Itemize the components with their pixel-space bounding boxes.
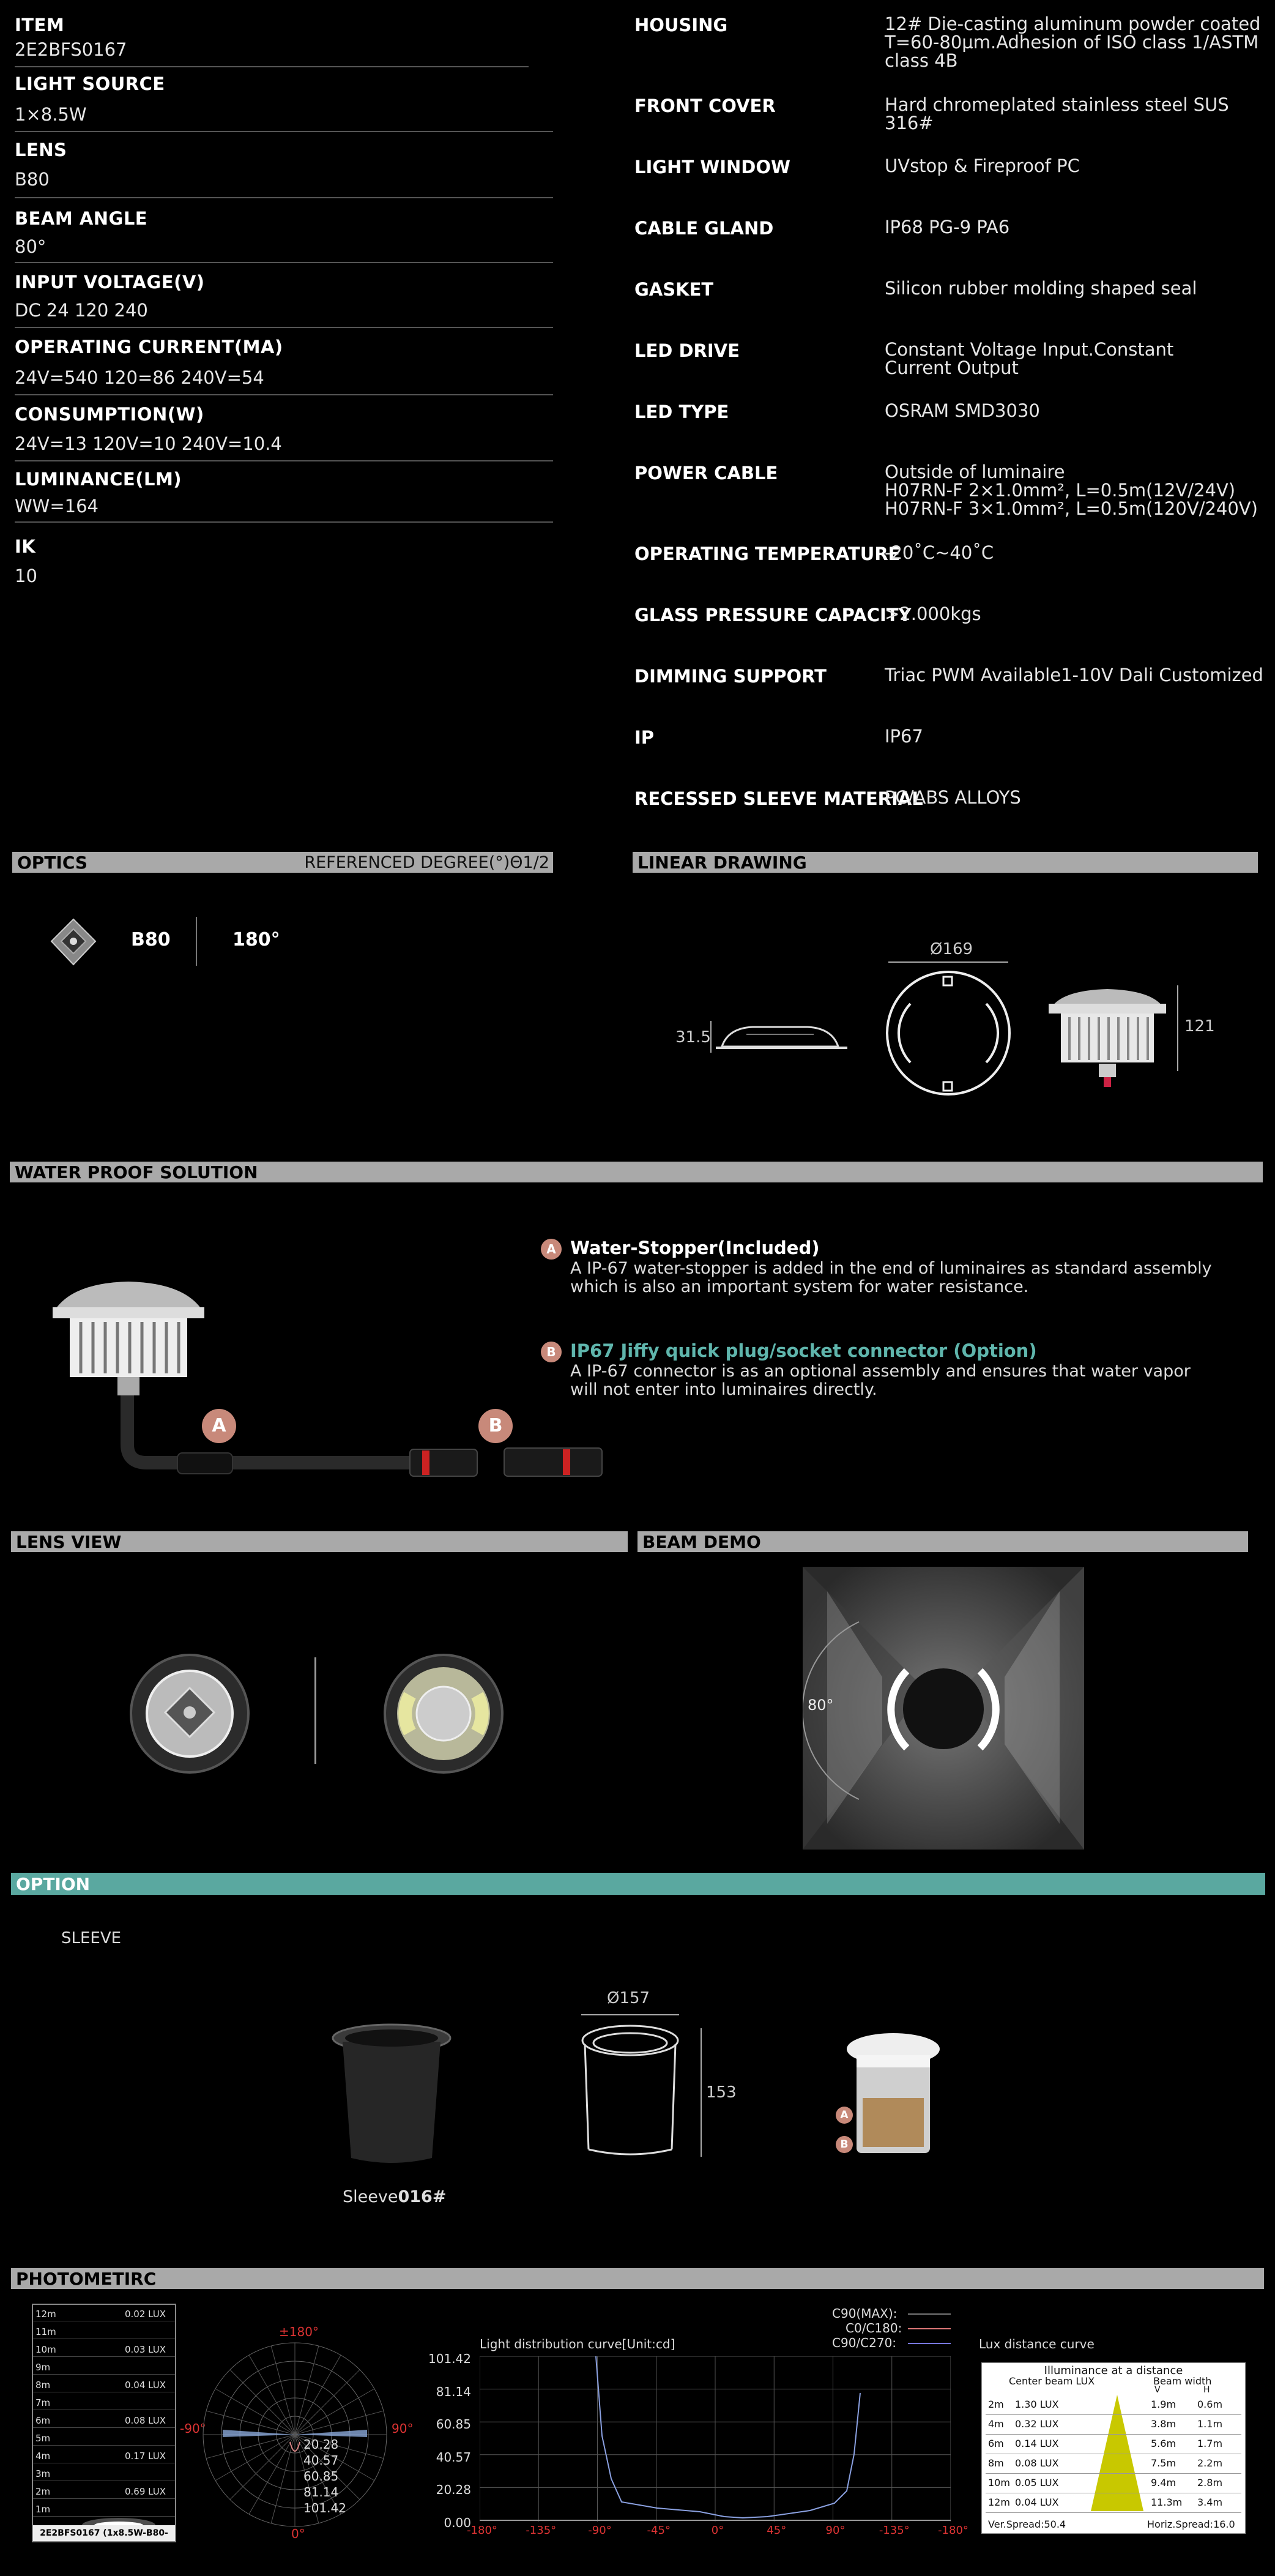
lux-cone-shape [1090,2395,1145,2511]
polar-ring-value: 60.85 [303,2469,339,2484]
divider [15,66,529,67]
sleeve-drawing [575,2014,722,2160]
divider [15,521,553,523]
lux-center-value: 0.32 LUX [1015,2418,1059,2430]
distance-row-label: 6m [35,2415,51,2426]
sleeve-code: 016# [398,2187,447,2206]
divider [15,131,553,132]
spec-value-glass-pressure: >2.000kgs [885,603,981,624]
divider [15,394,553,395]
spec-value-front-cover: Hard chromeplated stainless steel SUS 316# [885,94,1229,133]
lux-distance: 4m [988,2418,1004,2430]
legend-c0c180: C0/C180: [846,2321,902,2335]
spec-label-recessed-sleeve: RECESSED SLEEVE MATERIAL [634,788,923,809]
lux-row-divider [986,2512,1241,2513]
lux-center-value: 0.04 LUX [1015,2496,1059,2508]
optics-degree-caption: REFERENCED DEGREE(°)Θ1/2 [304,853,549,872]
spec-value-item: 2E2BFS0167 [15,39,127,60]
polar-ring-value: 81.14 [303,2485,339,2499]
connector-text: A IP-67 connector is as an optional assembly and ensures that water vapor will not enter into luminaires directly. [570,1362,1191,1399]
waterproof-assembly-image [49,1279,624,1487]
sleeve-name: Sleeve [343,2187,398,2206]
spec-label-lens: LENS [15,140,67,160]
spec-value-light-window: UVstop & Fireproof PC [885,155,1080,176]
lux-h-label: H [1203,2385,1210,2395]
photometric-title: PHOTOMETIRC [16,2269,157,2289]
lux-beam-v: 11.3m [1151,2496,1183,2508]
curve-x-tick: -90° [588,2524,612,2537]
lux-center-label: Center beam LUX [1009,2375,1095,2387]
lux-distance: 8m [988,2457,1004,2469]
spec-label-led-drive: LED DRIVE [634,340,740,361]
lens-view-header [11,1531,628,1552]
legend-c90max: C90(MAX): [832,2306,898,2321]
lux-row-divider [986,2434,1241,2435]
distance-row-label: 3m [35,2468,51,2479]
spec-label-led-type: LED TYPE [634,401,729,422]
sleeve-dim-diameter: Ø157 [607,1989,650,2007]
spec-label-input-voltage: INPUT VOLTAGE(V) [15,272,205,293]
divider [196,917,197,966]
lux-title: Lux distance curve [979,2337,1095,2351]
spec-label-consumption: CONSUMPTION(W) [15,404,204,425]
spec-value-cable-gland: IP68 PG-9 PA6 [885,217,1010,237]
spec-value-beam-angle: 80° [15,236,46,257]
lux-beam-label: Beam width [1153,2375,1212,2387]
spec-label-luminance: LUMINANCE(LM) [15,469,182,490]
beam-demo-title: BEAM DEMO [642,1532,761,1552]
lux-center-value: 0.08 LUX [1015,2457,1059,2469]
distance-row-label: 8m [35,2380,51,2391]
distance-lux-value: 0.69 LUX [125,2486,166,2497]
lux-center-value: 0.05 LUX [1015,2477,1059,2488]
polar-ring-value: 40.57 [303,2453,339,2468]
spec-value-luminance: WW=164 [15,496,99,517]
distance-lux-value: 0.17 LUX [125,2451,166,2462]
lux-v-label: V [1154,2385,1161,2395]
badge-b: B [478,1409,513,1443]
spec-value-consumption: 24V=13 120V=10 240V=10.4 [15,433,282,454]
spec-label-operating-temperature: OPERATING TEMPERATURE [634,543,901,564]
lux-distance: 12m [988,2496,1010,2508]
distance-lux-value: 0.04 LUX [125,2380,166,2391]
spec-value-operating-temperature: -20˚C~40˚C [885,542,994,563]
spec-value-input-voltage: DC 24 120 240 [15,300,148,321]
lux-distance-panel [981,2362,1246,2534]
legend-line [908,2328,951,2329]
sleeve-caption [343,2187,446,2206]
lens-view-title: LENS VIEW [16,1532,122,1552]
spec-label-light-window: LIGHT WINDOW [634,157,790,177]
water-stopper-text: A IP-67 water-stopper is added in the end of luminaires as standard assembly which is also an important system for water resistance. [570,1259,1212,1296]
polar-left-label: -90° [180,2421,206,2436]
spec-value-lens: B80 [15,169,50,190]
lux-hor-spread: Horiz.Spread:16.0 [1147,2518,1235,2530]
curve-x-tick: -180° [467,2524,497,2537]
option-title: OPTION [16,1874,91,1894]
lux-beam-h: 0.6m [1197,2399,1223,2410]
top-view-drawing [881,961,1016,1108]
connector-title: IP67 Jiffy quick plug/socket connector (Option) [570,1340,1037,1361]
dimension-line [1177,985,1178,1071]
distance-lux-value: 0.08 LUX [125,2415,166,2426]
curve-x-tick: -135° [879,2524,910,2537]
lux-beam-h: 1.7m [1197,2438,1223,2449]
spec-value-led-type: OSRAM SMD3030 [885,400,1040,421]
waterproof-title: WATER PROOF SOLUTION [15,1162,258,1182]
spec-label-ik: IK [15,536,36,557]
spec-value-operating-current: 24V=540 120=86 240V=54 [15,367,264,388]
lens-front-image [128,1652,251,1775]
lux-header: Illuminance at a distance [1044,2364,1183,2377]
linear-drawing-title: LINEAR DRAWING [638,853,807,873]
lux-row-divider [986,2473,1241,2474]
lux-center-value: 1.30 LUX [1015,2399,1059,2410]
distance-gridline [33,2374,175,2375]
curve-x-tick: 45° [767,2524,787,2537]
sleeve-label: SLEEVE [61,1929,122,1947]
polar-top-label: ±180° [279,2324,319,2339]
curve-x-tick: -45° [647,2524,671,2537]
curve-y-tick: 60.85 [436,2417,471,2432]
spec-value-gasket: Silicon rubber molding shaped seal [885,278,1197,299]
distance-row-label: 9m [35,2362,51,2373]
spec-label-gasket: GASKET [634,279,714,300]
lux-beam-v: 3.8m [1151,2418,1176,2430]
lux-distance: 2m [988,2399,1004,2410]
lux-ver-spread: Ver.Spread:50.4 [988,2518,1066,2530]
photometric-header [11,2268,1264,2289]
distance-gridline [33,2445,175,2446]
divider [314,1657,316,1764]
spec-value-recessed-sleeve: PC/ABS ALLOYS [885,787,1021,808]
lux-center-value: 0.14 LUX [1015,2438,1059,2449]
option-badge-b: B [836,2136,853,2153]
distance-lux-value: 0.02 LUX [125,2309,166,2320]
spec-label-dimming-support: DIMMING SUPPORT [634,666,827,687]
legend-c90c270: C90/C270: [832,2335,897,2350]
lux-beam-h: 2.2m [1197,2457,1223,2469]
side-profile-drawing [710,1016,850,1065]
curve-x-tick: -135° [526,2524,557,2537]
spec-value-dimming-support: Triac PWM Available1-10V Dali Customized [885,665,1263,685]
spec-label-power-cable: POWER CABLE [634,463,778,483]
dim-side-label: 121 [1184,1017,1215,1036]
distance-lux-value: 0.03 LUX [125,2344,166,2355]
divider [15,197,553,198]
curve-title: Light distribution curve[Unit:cd] [480,2337,675,2351]
curve-y-tick: 81.14 [436,2384,471,2399]
curve-x-tick: 90° [825,2524,846,2537]
polar-bottom-label: 0° [291,2526,305,2541]
option-badge-a: A [836,2107,853,2124]
sleeve-dim-height: 153 [706,2083,737,2102]
optics-lens-name: B80 [131,929,171,950]
spec-value-power-cable: Outside of luminaire H07RN-F 2×1.0mm², L=0.5m(12V/24V) H07RN-F 3×1.0mm², L=0.5m(120V/240V) [885,461,1258,519]
legend-line [908,2343,951,2344]
distance-row-label: 10m [35,2344,56,2355]
lux-beam-h: 2.8m [1197,2477,1223,2488]
distance-gridline [33,2356,175,2357]
waterproof-header [10,1162,1263,1182]
lux-beam-v: 5.6m [1151,2438,1176,2449]
distance-row-label: 12m [35,2309,56,2320]
distance-row-label: 1m [35,2504,51,2515]
spec-label-operating-current: OPERATING CURRENT(MA) [15,337,283,357]
spec-label-glass-pressure: GLASS PRESSURE CAPACITY [634,605,912,625]
distance-caption: 2E2BFS0167 (1x8.5W-B80-80°) [33,2525,175,2541]
polar-ring-value: 101.42 [303,2501,346,2515]
distance-row-label: 5m [35,2433,51,2444]
polar-chart [198,2338,392,2531]
lux-beam-v: 7.5m [1151,2457,1176,2469]
divider [15,327,553,328]
curve-x-tick: 0° [711,2524,724,2537]
spec-label-housing: HOUSING [634,15,728,35]
spec-value-housing: 12# Die-casting aluminum powder coated T=60-80µm.Adhesion of ISO class 1/ASTM class 4B [885,13,1261,71]
curve-x-tick: -180° [938,2524,968,2537]
beam-demo-header [638,1531,1248,1552]
light-distribution-chart [480,2356,951,2522]
dim-height-label: 31.5 [675,1028,711,1047]
spec-value-ip: IP67 [885,726,923,747]
distance-gridline [33,2427,175,2428]
curve-y-tick: 20.28 [436,2482,471,2498]
curve-y-tick: 0.00 [444,2515,471,2530]
curve-y-tick: 101.42 [428,2351,471,2366]
distance-row-label: 7m [35,2397,51,2408]
divider [15,262,553,263]
badge-a-small: A [541,1239,562,1260]
polar-ring-value: 20.28 [303,2437,339,2452]
lux-distance: 6m [988,2438,1004,2449]
spec-label-cable-gland: CABLE GLAND [634,218,774,239]
beam-demo-image [803,1567,1084,1850]
spec-value-led-drive: Constant Voltage Input.Constant Current Output [885,339,1174,378]
distance-row-label: 11m [35,2326,56,2337]
spec-label-light-source: LIGHT SOURCE [15,73,165,94]
distance-chart [32,2304,176,2554]
lux-beam-h: 3.4m [1197,2496,1223,2508]
spec-label-front-cover: FRONT COVER [634,95,776,116]
spec-value-light-source: 1×8.5W [15,104,87,125]
optics-header [12,852,553,873]
optics-degree-value: 180° [232,929,280,950]
legend-line [908,2313,951,2315]
lens-icon [49,917,98,968]
polar-right-label: 90° [392,2421,414,2436]
distance-row-label: 2m [35,2486,51,2497]
spec-value-ik: 10 [15,566,37,586]
lux-row-divider [986,2414,1241,2415]
lux-beam-h: 1.1m [1197,2418,1223,2430]
spec-label-ip: IP [634,727,655,748]
distance-row-label: 4m [35,2451,51,2462]
optics-title: OPTICS [17,853,88,873]
lux-beam-v: 1.9m [1151,2399,1176,2410]
linear-drawing-header [633,852,1258,873]
lux-beam-v: 9.4m [1151,2477,1176,2488]
divider [15,460,553,461]
lux-distance: 10m [988,2477,1010,2488]
spec-label-beam-angle: BEAM ANGLE [15,208,148,229]
dim-diameter-label: Ø169 [930,940,973,958]
badge-b-small: B [541,1342,562,1362]
lens-lit-image [379,1652,508,1775]
spec-label-item: ITEM [15,15,65,35]
sleeve-image [330,2023,453,2165]
badge-a: A [202,1409,236,1443]
beam-angle-label: 80° [808,1697,834,1714]
option-header [11,1873,1265,1895]
product-side-image [1040,985,1175,1089]
water-stopper-title: Water-Stopper(Included) [570,1238,820,1258]
curve-y-tick: 40.57 [436,2449,471,2465]
